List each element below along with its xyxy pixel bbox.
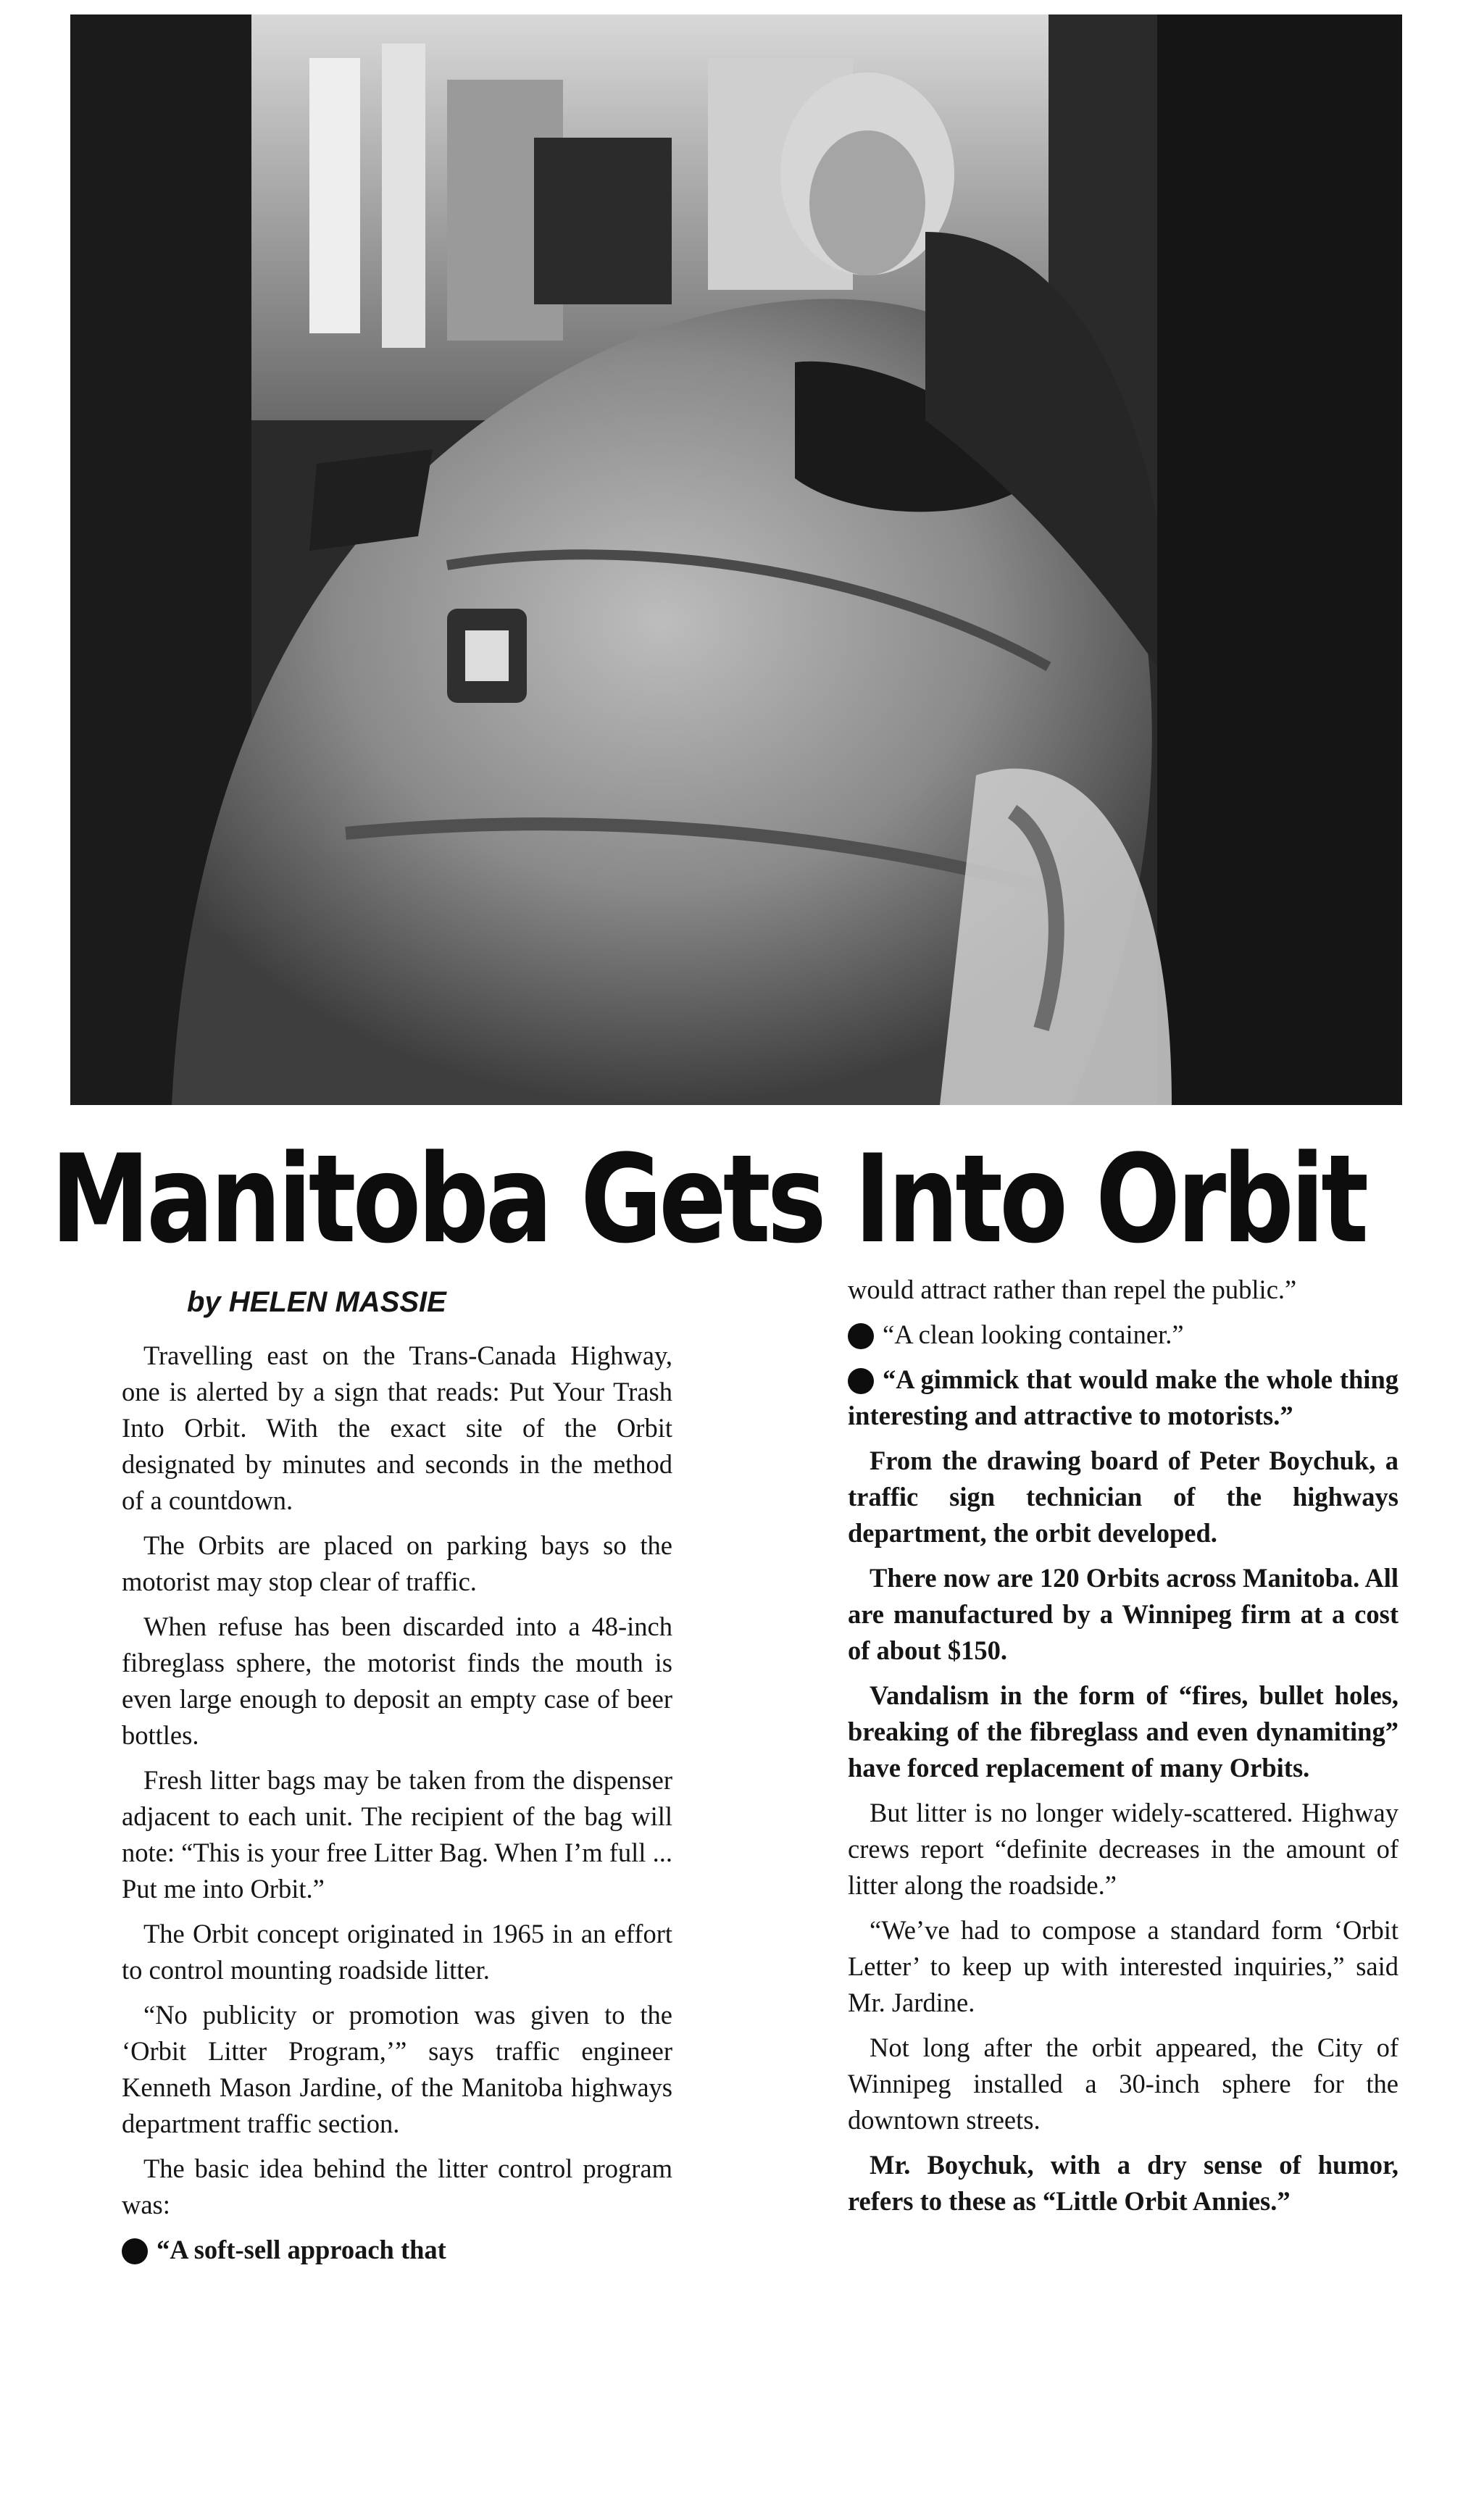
bullet-item (848, 1362, 1398, 1434)
bullet-icon (848, 1323, 874, 1349)
bullet-icon (122, 2238, 148, 2264)
bullet-text: “A clean looking container.” (883, 1320, 1184, 1349)
paragraph: Fresh litter bags may be taken from the dispenser adjacent to each unit. The recipient of the bag will note: “This is your free Litter Bag. When I’m full ... Put me into Orbit.” (122, 1765, 672, 1904)
article-column-left (122, 1283, 672, 2277)
paragraph: But litter is no longer widely-scattered. Highway crews report “definite decreases in the amount of litter along the roadside.” (848, 1798, 1398, 1900)
bullet-item (122, 2232, 672, 2268)
bullet-text: “A gimmick that would make the whole thing interesting and attractive to motorists.” (848, 1364, 1398, 1430)
article-photo (70, 14, 1402, 1105)
paragraph: The Orbits are placed on parking bays so the motorist may stop clear of traffic. (122, 1530, 672, 1596)
bullet-item (848, 1317, 1398, 1353)
paragraph: Mr. Boychuk, with a dry sense of humor, refers to these as “Little Orbit Annies.” (848, 2150, 1398, 2216)
paragraph: The basic idea behind the litter control program was: (122, 2154, 672, 2219)
headline: Manitoba Gets Into Orbit (51, 1128, 1366, 1270)
orbit-litter-container-photo-icon (70, 14, 1402, 1105)
bullet-icon (848, 1368, 874, 1394)
paragraph: The Orbit concept originated in 1965 in an effort to control mounting roadside litter. (122, 1919, 672, 1985)
paragraph: Not long after the orbit appeared, the City of Winnipeg installed a 30-inch sphere for the downtown streets. (848, 2033, 1398, 2135)
article-column-right (848, 1272, 1398, 2228)
bullet-text: “A soft-sell approach that (157, 2235, 446, 2264)
paragraph: Travelling east on the Trans-Canada Highway, one is alerted by a sign that reads: Put Your Trash Into Orbit. With the exact site of the Orbit designated by minutes and seconds in the method of a countdown. (122, 1341, 672, 1515)
paragraph: would attract rather than repel the public.” (848, 1275, 1297, 1304)
paragraph: “We’ve had to compose a standard form ‘Orbit Letter’ to keep up with interested inquiries,” said Mr. Jardine. (848, 1915, 1398, 2017)
paragraph: “No publicity or promotion was given to the ‘Orbit Litter Program,’” says traffic engineer Kenneth Mason Jardine, of the Manitoba highways department traffic section. (122, 2000, 672, 2138)
paragraph: From the drawing board of Peter Boychuk, a traffic sign technician of the highways department, the orbit developed. (848, 1446, 1398, 1548)
paragraph: Vandalism in the form of “fires, bullet holes, breaking of the fibreglass and even dynamiting” have forced replacement of many Orbits. (848, 1680, 1398, 1783)
byline: by HELEN MASSIE (187, 1286, 446, 1318)
paragraph: There now are 120 Orbits across Manitoba. All are manufactured by a Winnipeg firm at a cost of about $150. (848, 1563, 1398, 1665)
paragraph: When refuse has been discarded into a 48-inch fibreglass sphere, the motorist finds the mouth is even large enough to deposit an empty case of beer bottles. (122, 1612, 672, 1750)
